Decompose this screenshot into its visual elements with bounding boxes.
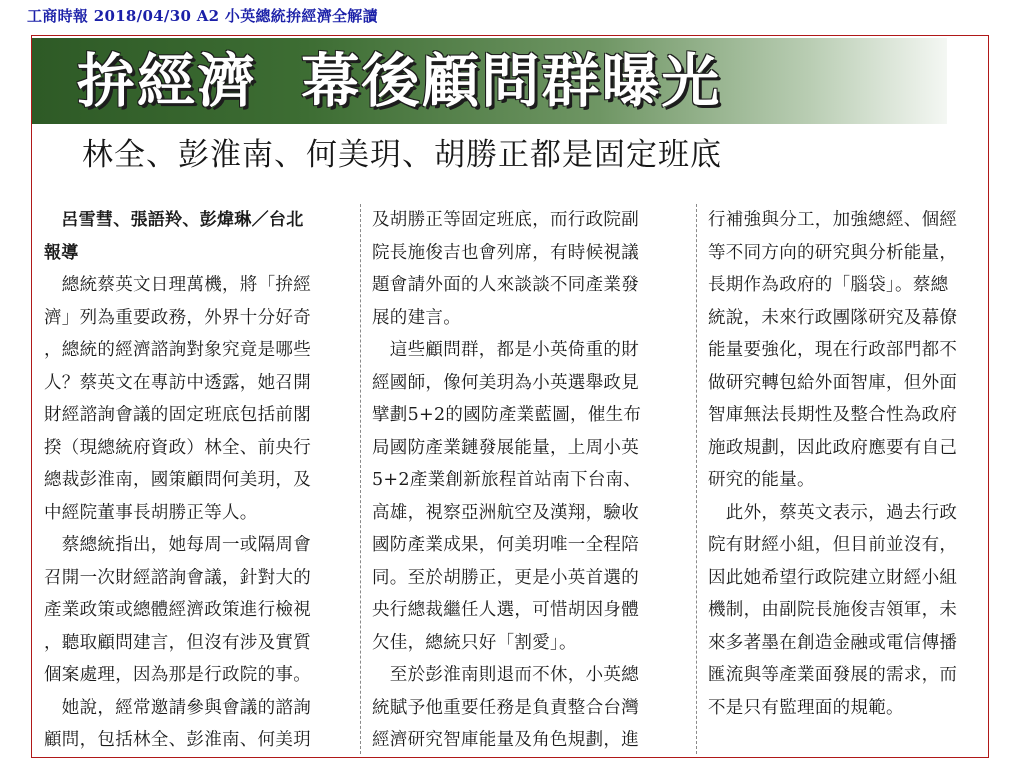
text-line: 經濟研究智庫能量及角色規劃，進 xyxy=(372,730,639,750)
subheadline: 林全、彭淮南、何美玥、胡勝正都是固定班底 xyxy=(82,137,722,173)
text-line: 題會請外面的人來談談不同產業發 xyxy=(372,275,639,295)
text-line: 及胡勝正等固定班底，而行政院副 xyxy=(372,210,639,230)
text-line: 欠佳，總統只好「割愛」。 xyxy=(372,632,577,653)
text-line: 來多著墨在創造金融或電信傳播 xyxy=(708,632,958,653)
text-line: 等不同方向的研究與分析能量， xyxy=(708,242,958,263)
text-line: 蔡總統指出，她每周一或隔周會 xyxy=(44,535,311,555)
text-line: 統賦予他重要任務是負責整合台灣 xyxy=(372,697,639,718)
text-line: 同。至於胡勝正，更是小英首選的 xyxy=(372,567,639,588)
text-line: 5+2產業創新旅程首站南下台南、 xyxy=(372,470,642,490)
text-line: 揆（現總統府資政）林全、前央行 xyxy=(44,437,311,458)
column-divider xyxy=(696,204,697,754)
article-column-2 xyxy=(372,204,677,757)
text-line: 能量要強化，現在行政部門都不 xyxy=(708,340,958,360)
text-line: 高雄，視察亞洲航空及漢翔，驗收 xyxy=(372,502,639,523)
text-line: 機制，由副院長施俊吉領軍，未 xyxy=(708,600,958,620)
text-line: 此外，蔡英文表示，過去行政 xyxy=(708,502,958,523)
text-line: 做研究轉包給外面智庫，但外面 xyxy=(708,372,958,393)
article-column-1 xyxy=(44,204,349,757)
text-line: 智庫無法長期性及整合性為政府 xyxy=(708,405,958,425)
text-line: 長期作為政府的「腦袋」。蔡總 xyxy=(708,275,949,295)
text-line: 這些顧問群，都是小英倚重的財 xyxy=(372,340,639,360)
text-line: 院有財經小組，但目前並沒有， xyxy=(708,535,958,555)
text-line: 總裁彭淮南，國策顧問何美玥，及 xyxy=(44,470,311,490)
title-band xyxy=(32,38,947,124)
article-column-3 xyxy=(708,204,989,724)
text-line: 研究的能量。 xyxy=(708,470,815,490)
text-line: 顧問，包括林全、彭淮南、何美玥 xyxy=(44,730,311,750)
text-line: 總統蔡英文日理萬機，將「拚經 xyxy=(44,275,311,295)
text-line: 財經諮詢會議的固定班底包括前閣 xyxy=(44,405,311,425)
text-line: 院長施俊吉也會列席，有時候視議 xyxy=(372,242,639,263)
text-line: 她說，經常邀請參與會議的諮詢 xyxy=(44,697,311,718)
text-line: 個案處理，因為那是行政院的事。 xyxy=(44,665,311,685)
text-line: 國防產業成果，何美玥唯一全程陪 xyxy=(372,535,639,555)
text-line: 展的建言。 xyxy=(372,307,461,328)
text-line: 產業政策或總體經濟政策進行檢視 xyxy=(44,600,311,620)
headline: 拚經濟 幕後顧問群曝光 xyxy=(77,47,722,115)
text-line: 濟」列為重要政務，外界十分好奇 xyxy=(44,307,311,328)
text-line: 局國防產業鏈發展能量，上周小英 xyxy=(372,437,639,458)
source-line: 工商時報 2018/04/30 A2 小英總統拚經濟全解讀 xyxy=(27,7,378,25)
text-line: 人？蔡英文在專訪中透露，她召開 xyxy=(44,372,311,393)
article-frame xyxy=(31,35,989,758)
text-line: 統說，未來行政團隊研究及幕僚 xyxy=(708,307,958,328)
text-line: 擘劃5+2的國防產業藍圖，催生布 xyxy=(372,405,642,425)
text-line: 央行總裁繼任人選，可惜胡因身體 xyxy=(372,600,639,620)
byline: 呂雪彗、張語羚、彭煒琳／台北 xyxy=(44,210,304,230)
text-line: 中經院董事長胡勝正等人。 xyxy=(44,502,258,523)
text-line: 匯流與等產業面發展的需求，而 xyxy=(708,665,958,685)
text-line: 不是只有監理面的規範。 xyxy=(708,697,904,718)
column-divider xyxy=(360,204,361,754)
text-line: 因此她希望行政院建立財經小組 xyxy=(708,567,958,588)
text-line: 施政規劃，因此政府應要有自己 xyxy=(708,437,958,458)
byline-cont: 報導 xyxy=(44,242,79,263)
text-line: ，總統的經濟諮詢對象究竟是哪些 xyxy=(44,340,311,360)
text-line: 召開一次財經諮詢會議，針對大的 xyxy=(44,567,311,588)
text-line: ，聽取顧問建言，但沒有涉及實質 xyxy=(44,632,311,653)
text-line: 行補強與分工，加強總經、個經 xyxy=(708,210,958,230)
text-line: 至於彭淮南則退而不休，小英總 xyxy=(372,665,639,685)
text-line: 經國師，像何美玥為小英選舉政見 xyxy=(372,372,639,393)
